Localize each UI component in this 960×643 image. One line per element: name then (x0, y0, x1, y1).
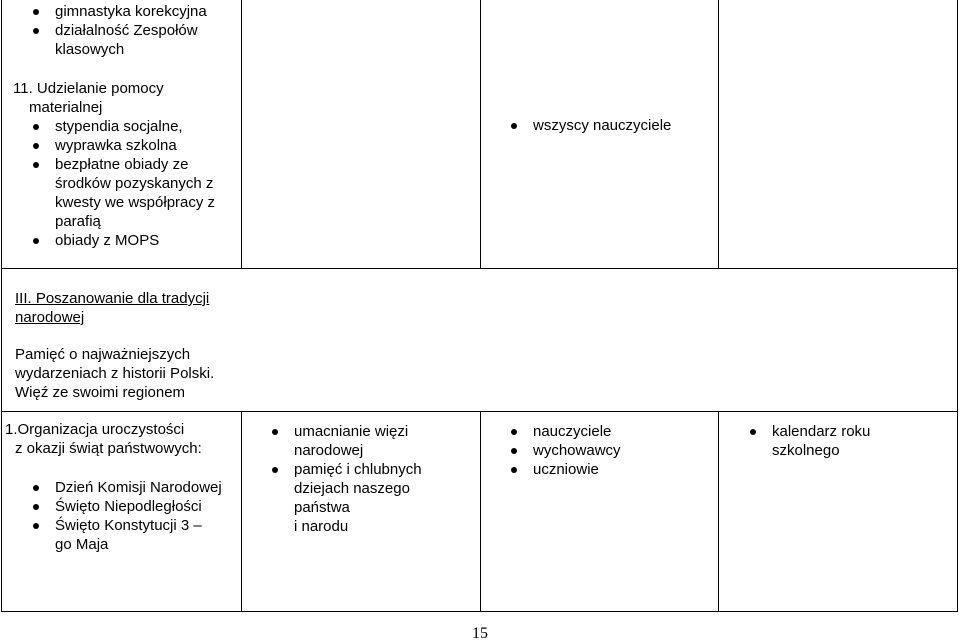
aid-list (29, 117, 215, 250)
list-item: wychowawcy (507, 441, 621, 460)
section-11-title-line2: materialnej (29, 99, 103, 116)
col-divider-1-bottom (241, 411, 242, 612)
list-item: bezpłatne obiady ze (29, 155, 215, 174)
bullet-icon (750, 429, 756, 435)
list-item: obiady z MOPS (29, 231, 215, 250)
col-divider-1-top (241, 0, 242, 269)
list-item-continuation: go Maja (55, 536, 109, 553)
section-iii-description-line3: Więź ze swoimi regionem (15, 384, 186, 401)
section-iii-description-line2: wydarzeniach z historii Polski. (15, 365, 215, 382)
list-item: Święto Niepodległości (29, 497, 222, 516)
col-divider-2-bottom (480, 411, 481, 612)
section-iii-description-line1: Pamięć o najważniejszych (15, 346, 191, 363)
col-divider-3-top (718, 0, 719, 269)
list-item-continuation: środków pozyskanych z (55, 175, 214, 192)
list-item: stypendia socjalne, (29, 117, 215, 136)
table-border-right (957, 0, 958, 612)
bullet-icon (511, 467, 517, 473)
page-number: 15 (472, 625, 488, 642)
list-item: umacnianie więzi (268, 422, 422, 441)
list-item: pamięć i chlubnych (268, 460, 422, 479)
list-item-continuation: dziejach naszego (294, 480, 410, 497)
list-item: kalendarz roku (746, 422, 870, 441)
bullet-icon (33, 143, 39, 149)
bullet-icon (511, 123, 517, 129)
list-item: działalność Zespołów (29, 21, 207, 40)
list-item: uczniowie (507, 460, 621, 479)
list-item-continuation: szkolnego (772, 442, 840, 459)
holidays-list (29, 478, 222, 554)
bullet-icon (33, 162, 39, 168)
responsible-list-row3 (507, 422, 621, 479)
section-11-title-line1: 11. Udzielanie pomocy (13, 80, 164, 97)
bullet-icon (33, 28, 39, 34)
bullet-icon (33, 9, 39, 15)
intro-list (29, 2, 207, 59)
task-1-title-line2: z okazji świąt państwowych: (15, 440, 202, 457)
bullet-icon (511, 448, 517, 454)
table-border-left (1, 0, 2, 612)
col-divider-3-bottom (718, 411, 719, 612)
list-item: Święto Konstytucji 3 – (29, 516, 222, 535)
bullet-icon (272, 429, 278, 435)
task-1-title-line1: 1.Organizacja uroczystości (5, 421, 185, 438)
bullet-icon (272, 467, 278, 473)
list-item: wyprawka szkolna (29, 136, 215, 155)
responsible-list-row1 (507, 116, 671, 135)
list-item: wszyscy nauczyciele (507, 116, 671, 135)
goals-list (268, 422, 422, 536)
col-divider-2-top (480, 0, 481, 269)
list-item-continuation: parafią (55, 213, 101, 230)
list-item-continuation: i narodu (294, 518, 349, 535)
bullet-icon (33, 504, 39, 510)
list-item: nauczyciele (507, 422, 621, 441)
bullet-icon (33, 523, 39, 529)
bullet-icon (33, 485, 39, 491)
deadline-list (746, 422, 870, 460)
section-iii-heading-line2: narodowej (15, 309, 85, 326)
bullet-icon (33, 238, 39, 244)
list-item-continuation: kwesty we współpracy z (55, 194, 216, 211)
bullet-icon (33, 124, 39, 130)
list-item-continuation: państwa (294, 499, 350, 516)
list-item-continuation: narodowej (294, 442, 364, 459)
list-item-continuation: klasowych (55, 41, 125, 58)
section-iii-heading-line1: III. Poszanowanie dla tradycji (15, 290, 210, 307)
list-item: gimnastyka korekcyjna (29, 2, 207, 21)
list-item: Dzień Komisji Narodowej (29, 478, 222, 497)
bullet-icon (511, 429, 517, 435)
